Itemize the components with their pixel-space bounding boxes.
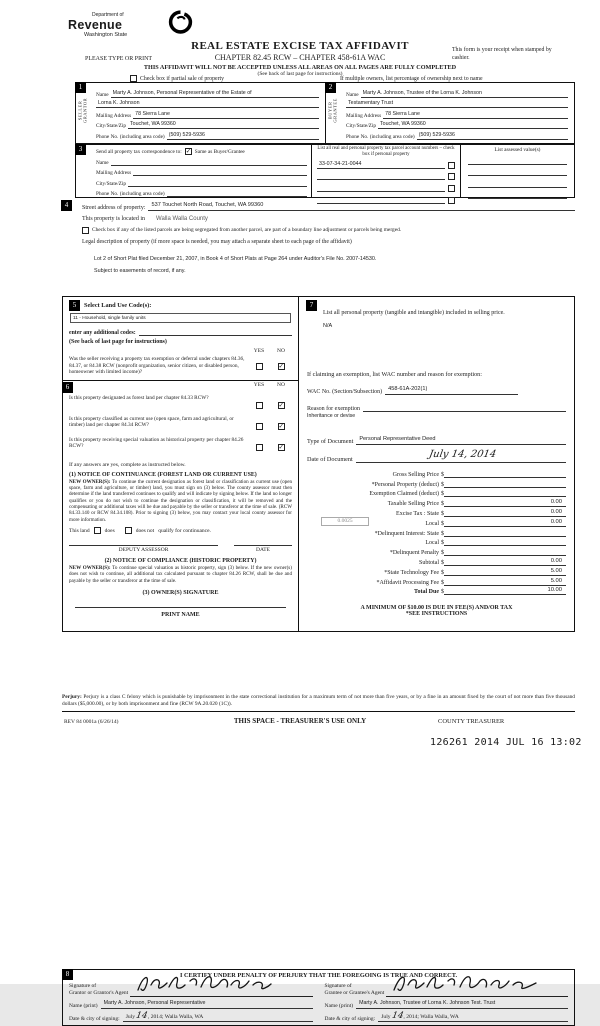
dollar-sign: $ xyxy=(441,569,444,576)
personal-property-checkbox-2[interactable] xyxy=(448,173,455,180)
section-4-badge: 4 xyxy=(61,200,72,211)
grantee-signature-block xyxy=(325,980,569,1022)
located-label: This property is located in xyxy=(82,216,145,222)
historic-no-checkbox[interactable]: ✓ xyxy=(278,443,284,451)
field-label: City/State/Zip xyxy=(96,180,127,187)
notice-compliance-title: (2) NOTICE OF COMPLIANCE (HISTORIC PROPERTY) xyxy=(104,558,257,565)
corr-name-row xyxy=(96,157,307,166)
legal-description-line1[interactable]: Lot 2 of Short Plat filed December 21, 2007, in Book 4 of Short Plats at Page 264 under Auditor's File No. 2007-14530. xyxy=(94,256,377,262)
field-label: Phone No. (including area code) xyxy=(96,133,165,140)
historic-yes-checkbox[interactable] xyxy=(256,444,263,451)
buyer-phone-row xyxy=(346,131,568,140)
parcel-row-2 xyxy=(317,171,455,180)
reason-row xyxy=(307,402,566,412)
current-use-no-checkbox[interactable]: ✓ xyxy=(278,422,284,430)
sig-of-label: Signature of xyxy=(69,983,97,990)
money-label: Local xyxy=(425,540,439,547)
land-use-code-input[interactable]: 11 - Household, single family units xyxy=(70,313,291,323)
delinq-penalty-input[interactable] xyxy=(444,547,566,556)
dollar-sign: $ xyxy=(441,559,444,566)
owners-signature-line[interactable] xyxy=(75,596,286,608)
seller-side-line1: SELLER xyxy=(77,100,83,121)
money-label: *Affidavit Processing Fee xyxy=(376,579,439,586)
corr-phone-row xyxy=(96,188,307,197)
reason-label: Reason for exemption xyxy=(307,406,360,412)
grantee-date-day-handwriting: 14 xyxy=(391,1011,405,1021)
qualify-lead: This land xyxy=(69,527,90,534)
name-print-label: Name (print) xyxy=(324,1003,354,1009)
certify-statement: I CERTIFY UNDER PENALTY OF PERJURY THAT THE FOREGOING IS TRUE AND CORRECT. xyxy=(179,972,458,979)
deputy-assessor-line[interactable]: DEPUTY ASSESSOR xyxy=(69,545,218,553)
same-as-buyer-checkbox[interactable]: ✓ xyxy=(185,148,192,155)
money-label: Local xyxy=(425,520,439,527)
form-rev-number: REV 84 0001a (6/26/14) xyxy=(64,719,119,725)
assessed-row-1 xyxy=(468,156,567,165)
buyer-city-input[interactable]: Touchet, WA 99360 xyxy=(378,120,568,129)
form-title: REAL ESTATE EXCISE TAX AFFIDAVIT xyxy=(191,40,409,52)
perjury-lead: Perjury: xyxy=(62,694,82,700)
delinq-interest-state-input[interactable] xyxy=(444,528,566,537)
seller-name-input-2[interactable]: Lorna K. Johnson xyxy=(96,99,319,108)
delinq-penalty-row xyxy=(307,546,566,556)
dollar-sign: $ xyxy=(441,520,444,527)
correspondence-col xyxy=(76,145,311,197)
section-5-header xyxy=(69,300,292,311)
located-row xyxy=(82,216,575,222)
grantor-signature xyxy=(134,973,274,1000)
grantee-signature xyxy=(390,973,540,1000)
assessed-input-1[interactable] xyxy=(468,156,567,165)
corr-name-input[interactable] xyxy=(111,157,307,166)
date-city-label: Date & city of signing: xyxy=(69,1016,120,1022)
personal-prop-input[interactable] xyxy=(444,479,566,488)
does-label: does xyxy=(104,527,115,534)
partial-sale-row xyxy=(130,75,224,82)
please-type-label: PLEASE TYPE OR PRINT xyxy=(85,56,153,62)
buyer-name-row xyxy=(346,89,568,98)
exemption-claimed-input[interactable] xyxy=(444,488,566,497)
multiple-owners-note: If multiple owners, list percentage of ownership next to name xyxy=(340,76,483,82)
money-label: Excise Tax : State xyxy=(396,510,439,517)
taxable-price-row xyxy=(307,497,566,507)
legal-description-label: Legal description of property (if more space is needed, you may attach a separate sheet to each page of the affidavit) xyxy=(82,239,352,245)
grantor-date-row xyxy=(69,1011,313,1022)
deputy-assessor-row xyxy=(69,545,292,553)
does-not-label: does not xyxy=(135,527,155,534)
buyer-section xyxy=(325,83,574,143)
seller-phone-input[interactable]: (509) 529-5936 xyxy=(167,131,319,140)
taxable-price-input[interactable]: 0.00 xyxy=(444,498,566,507)
dollar-sign: $ xyxy=(441,510,444,517)
money-label: *Delinquent Penalty xyxy=(389,550,439,557)
dollar-sign: $ xyxy=(441,550,444,557)
current-use-yes-checkbox[interactable] xyxy=(256,423,263,430)
corr-city-input[interactable] xyxy=(128,178,307,187)
doc-date-label: Date of Document xyxy=(307,456,353,463)
additional-codes-input[interactable] xyxy=(139,326,292,336)
buyer-side-line1: BUYER xyxy=(327,101,333,120)
section-7-badge: 7 xyxy=(306,300,317,311)
corr-address-input[interactable] xyxy=(133,167,307,176)
personal-property-value[interactable]: N/A xyxy=(323,323,333,329)
field-label: Name xyxy=(96,159,109,166)
field-label: City/State/Zip xyxy=(346,123,377,130)
gross-price-input[interactable] xyxy=(444,469,566,478)
doc-type-input[interactable]: Personal Representative Deed xyxy=(356,435,566,445)
delinq-interest-state-row xyxy=(307,527,566,537)
grantor-sig-labels xyxy=(69,983,130,997)
grantee-date-row xyxy=(325,1011,569,1022)
county-value[interactable]: Walla Walla County xyxy=(156,216,208,222)
additional-codes-label: enter any additional codes: xyxy=(69,330,136,336)
grantee-date-input[interactable] xyxy=(378,1011,568,1022)
segregated-checkbox[interactable] xyxy=(82,227,89,234)
see-instructions-note: *SEE INSTRUCTIONS xyxy=(405,611,468,618)
buyer-address-input[interactable]: 78 Sierra Lane xyxy=(383,110,568,119)
parcel-input-1[interactable]: 33-07-34-21-0044 xyxy=(317,160,445,169)
seller-city-row xyxy=(96,120,319,129)
local-rate-box: 0.0025 xyxy=(321,517,369,526)
grantor-signature-block xyxy=(69,980,313,1022)
doc-type-row xyxy=(307,435,566,445)
forest-land-row xyxy=(69,395,292,414)
street-address-row xyxy=(62,201,575,211)
does-not-checkbox[interactable] xyxy=(125,527,132,534)
seller-phone-row xyxy=(96,131,319,140)
does-checkbox[interactable] xyxy=(94,527,101,534)
excise-local-input[interactable]: 0.00 xyxy=(444,518,566,527)
seller-name-row xyxy=(96,89,319,98)
county-treasurer-label: COUNTY TREASURER xyxy=(438,718,505,725)
grantee-name-row xyxy=(325,999,569,1009)
parcel-row-1 xyxy=(317,160,455,169)
reason-value[interactable]: Inheritance or devise xyxy=(307,413,356,419)
yes-header: YES xyxy=(253,381,265,388)
processing-fee-input[interactable]: 5.00 xyxy=(444,577,566,586)
buyer-name-row2 xyxy=(346,99,568,108)
section-6-badge: 6 xyxy=(62,382,73,393)
field-label: Phone No. (including area code) xyxy=(96,191,165,198)
street-address-label: Street address of property: xyxy=(82,205,146,211)
dollar-sign: $ xyxy=(441,481,444,488)
personal-prop-row xyxy=(307,478,566,488)
property-section xyxy=(62,201,575,274)
current-use-row xyxy=(69,416,292,435)
grantee-name-input[interactable]: Marty A. Johnson, Trustee of Lorna K. Johnson Test. Trust xyxy=(356,999,568,1009)
street-address-input[interactable]: 537 Touchet North Road, Touchet, WA 99360 xyxy=(148,201,575,211)
dollar-sign: $ xyxy=(441,530,444,537)
section-1-badge: 1 xyxy=(75,82,86,93)
legal-description-line2[interactable]: Subject to easements of record, if any. xyxy=(94,268,186,274)
wac-input[interactable]: 458-61A-202(1) xyxy=(385,385,518,395)
receipt-note: This form is your receipt when stamped by cashier. xyxy=(452,47,552,61)
grantor-name-input[interactable]: Marty A. Johnson, Personal Representative xyxy=(101,999,313,1009)
section-6-header xyxy=(65,381,292,393)
field-label: Mailing Address xyxy=(96,112,132,119)
personal-property-title: List all personal property (tangible and intangible) included in selling price. xyxy=(323,310,505,316)
buyer-city-row xyxy=(346,120,568,129)
seller-address-input[interactable]: 78 Sierra Lane xyxy=(133,110,319,119)
reason-input[interactable] xyxy=(363,402,566,412)
current-use-question: Is this property classified as current use (open space, farm and agricultural, or timber) land per chapter 84.34 RCW? xyxy=(69,415,234,429)
yes-header: YES xyxy=(253,348,265,354)
doc-date-row xyxy=(307,448,566,463)
see-back-note: (See back of last page for instructions) xyxy=(69,339,167,345)
minimum-note: A MINIMUM OF $10.00 IS DUE IN FEE(S) AND/OR TAX xyxy=(360,605,513,612)
assessed-row-3 xyxy=(468,179,567,188)
dollar-sign: $ xyxy=(441,471,444,478)
no-header: NO xyxy=(277,348,285,354)
dollar-sign: $ xyxy=(441,579,444,586)
qualify-row xyxy=(69,527,292,534)
correspondence-box xyxy=(75,144,575,198)
forest-land-question: Is this property designated as forest land per chapter 84.33 RCW? xyxy=(69,394,209,401)
dollar-sign: $ xyxy=(441,501,444,508)
buyer-phone-input[interactable]: (509) 529-5936 xyxy=(417,131,568,140)
new-owners-lead: NEW OWNER(S): xyxy=(69,478,111,485)
form-title-block xyxy=(125,40,475,77)
personal-property-checkbox-3[interactable] xyxy=(448,185,455,192)
exemption-header: If claiming an exemption, list WAC number and reason for exemption: xyxy=(307,371,482,378)
same-as-buyer-label: Same as Buyer/Grantee xyxy=(194,148,245,155)
gross-price-row xyxy=(307,468,566,478)
assessed-input-4[interactable] xyxy=(468,190,567,199)
grantee-sig-row xyxy=(325,980,569,997)
excise-local-row xyxy=(307,517,566,527)
no-header: NO xyxy=(277,381,285,388)
historic-row xyxy=(69,437,292,456)
buyer-name-input[interactable]: Marty A. Johnson, Trustee of the Lorna K. Johnson xyxy=(361,89,568,98)
seller-side-line2: GRANTOR xyxy=(83,97,88,123)
assessed-header: List assessed value(s) xyxy=(494,147,541,153)
doc-date-input[interactable] xyxy=(356,448,566,463)
seller-city-input[interactable]: Touchet, WA 99360 xyxy=(128,120,319,129)
tech-fee-input[interactable]: 5.00 xyxy=(444,567,566,576)
seller-side-label xyxy=(78,83,89,137)
treasurer-space-label: THIS SPACE - TREASURER'S USE ONLY xyxy=(233,717,367,725)
assessed-input-2[interactable] xyxy=(468,167,567,176)
correspondence-header xyxy=(96,148,307,155)
grantee-sig-labels xyxy=(325,983,387,997)
notice-compliance-text: To continue special valuation as historic property, sign (3) below. If the new owner(s) does not wish to continue, all additional tax calculated pursuant to chapter 84.26 RCW, shall be due and payable by the seller or transferor at the time of sale. xyxy=(69,565,292,584)
section-5-badge: 5 xyxy=(69,300,80,311)
section-3-badge: 3 xyxy=(75,144,86,155)
field-label: Phone No. (including area code) xyxy=(346,133,415,140)
revenue-swirl-icon xyxy=(167,9,194,39)
perjury-note xyxy=(62,694,575,712)
money-label: *State Technology Fee xyxy=(384,569,439,576)
total-due-row xyxy=(307,586,566,596)
subtotal-input[interactable]: 0.00 xyxy=(444,557,566,566)
corr-city-row xyxy=(96,178,307,187)
party-box xyxy=(75,82,575,144)
if-yes-note: If any answers are yes, complete as instructed below. xyxy=(69,461,186,468)
grantor-date-day-handwriting: 14 xyxy=(135,1011,149,1021)
money-label: Exemption Claimed (deduct) xyxy=(369,491,439,498)
dollar-sign: $ xyxy=(441,491,444,498)
date-post: , 2014; Walla Walla, WA xyxy=(147,1014,204,1020)
tech-fee-row xyxy=(307,566,566,576)
certification-section xyxy=(62,969,575,1026)
logo-wa-state: Washington State xyxy=(84,32,128,38)
s5-yes-checkbox[interactable] xyxy=(256,363,263,370)
notice-continuance-text: To continue the current designation as forest land or classification as current use (open space, farm and agriculture, or timber) land, you must sign on (3) below. The county assessor must then determine if the land transferred continues to qualify and will indicate by signing below. If the land no longer qualifies or you do not wish to continue the designation or classification, it will be removed and the compensating or additional taxes will be due and payable by the seller or transferor at the time of sale. (RCW 84.33.140 or RCW 84.34.108). Prior to signing (3) below, you may contact your local county assessor for more information. xyxy=(69,478,293,523)
tax-column xyxy=(299,296,575,632)
segregated-row xyxy=(82,227,575,234)
assessed-input-3[interactable] xyxy=(468,179,567,188)
deputy-date-line[interactable]: DATE xyxy=(234,545,292,553)
parcel-input-2[interactable] xyxy=(317,171,445,180)
buyer-name-input-2[interactable]: Testamentary Trust xyxy=(346,99,568,108)
seller-name-row2 xyxy=(96,99,319,108)
sig-of-label: Signature of xyxy=(324,983,352,990)
send-correspondence-label: Send all property tax correspondence to: xyxy=(96,148,182,155)
money-table xyxy=(307,468,566,595)
field-label: Name xyxy=(96,91,109,98)
historic-question: Is this property receiving special valuation as historical property per chapter 84.26 RCW? xyxy=(69,436,244,450)
money-label: *Personal Property (deduct) xyxy=(371,481,439,488)
additional-codes-row xyxy=(69,326,292,336)
notice-continuance-body xyxy=(69,479,292,523)
s5-no-checkbox[interactable]: ✓ xyxy=(278,362,284,370)
grantor-date-input[interactable] xyxy=(123,1011,313,1022)
section-8-badge: 8 xyxy=(62,969,73,980)
doc-date-handwriting: July 14, 2014 xyxy=(427,449,497,460)
field-label: Name xyxy=(346,91,359,98)
money-label: Gross Selling Price xyxy=(392,471,439,478)
buyer-side-label xyxy=(328,83,339,137)
subtotal-row xyxy=(307,556,566,566)
exemption-question-row xyxy=(69,356,292,376)
land-use-title: Select Land Use Code(s): xyxy=(84,302,152,309)
s6-yesno-header xyxy=(69,382,292,388)
excise-state-row xyxy=(307,507,566,517)
exemption-question: Was the seller receiving a property tax exemption or deferral under chapters 84.36, 84.37, or 84.38 RCW (nonprofit organization, senior citizen, or disabled person, homeowner with limited income)? xyxy=(69,356,245,376)
land-use-column xyxy=(62,296,299,632)
assessed-row-2 xyxy=(468,167,567,176)
money-label: Subtotal xyxy=(418,559,439,566)
dollar-sign: $ xyxy=(441,540,444,547)
name-print-label: Name (print) xyxy=(69,1003,98,1009)
new-owners-lead-2: NEW OWNER(S): xyxy=(69,565,111,572)
personal-property-checkbox-1[interactable] xyxy=(448,162,455,169)
notice-continuance-title: (1) NOTICE OF CONTINUANCE (FOREST LAND OR CURRENT USE) xyxy=(69,471,257,478)
notice-compliance-body xyxy=(69,565,292,584)
date-pre: July xyxy=(381,1014,391,1020)
grantee-agent-label: Grantee or Grantee's Agent xyxy=(324,990,385,997)
field-label: Mailing Address xyxy=(96,170,132,177)
excise-state-input[interactable]: 0.00 xyxy=(444,508,566,517)
section-2-badge: 2 xyxy=(325,82,336,93)
processing-fee-row xyxy=(307,576,566,586)
forest-yes-checkbox[interactable] xyxy=(256,402,263,409)
money-label: Taxable Selling Price xyxy=(387,501,439,508)
seller-section xyxy=(76,83,325,143)
seller-name-input[interactable]: Marty A. Johnson, Personal Representative of the Estate of xyxy=(111,89,319,98)
grantee-signature-field[interactable] xyxy=(386,980,568,997)
assessed-row-4 xyxy=(468,190,567,199)
owners-signature-caption: (3) OWNER(S) SIGNATURE xyxy=(142,589,219,596)
perjury-text: Perjury is a class C felony which is punishable by imprisonment in the state correctional institution for a maximum term of not more than five years, or by a fine in an amount fixed by the court of not more than five thousand dollars ($5,000.00), or by both imprisonment and fine (RCW 9A.20.020 (1C)). xyxy=(62,694,575,708)
parcel-input-3[interactable] xyxy=(317,183,445,192)
grantor-signature-field[interactable] xyxy=(130,980,312,997)
date-city-label: Date & city of signing: xyxy=(324,1016,376,1022)
logo-dept-of: Department of xyxy=(92,12,124,18)
date-post: , 2014; Walla Walla, WA xyxy=(403,1014,459,1020)
partial-sale-checkbox[interactable] xyxy=(130,75,137,82)
instructions-note: (See back of last page for instructions) xyxy=(257,71,343,77)
parcel-header: List all real and personal property tax parcel account numbers – check box if personal property xyxy=(317,146,455,157)
qualify-tail: qualify for continuance. xyxy=(158,527,211,534)
seller-address-row xyxy=(96,110,319,119)
parcel-col xyxy=(311,145,461,197)
assessed-col xyxy=(461,145,574,197)
buyer-side-line2: GRANTEE xyxy=(333,98,338,123)
form-warning: THIS AFFIDAVIT WILL NOT BE ACCEPTED UNLESS ALL AREAS ON ALL PAGES ARE FULLY COMPLETED xyxy=(143,64,457,71)
wac-row xyxy=(307,385,566,395)
delinq-interest-local-row xyxy=(307,537,566,547)
logo-revenue: Revenue xyxy=(68,18,123,32)
section-7-header xyxy=(307,301,566,319)
delinq-interest-local-input[interactable] xyxy=(444,537,566,546)
parcel-row-3 xyxy=(317,183,455,192)
s5-yesno-header xyxy=(69,348,292,354)
dollar-sign: $ xyxy=(441,589,444,596)
form-subtitle: CHAPTER 82.45 RCW – CHAPTER 458-61A WAC xyxy=(214,53,386,62)
grantor-sig-row xyxy=(69,980,313,997)
money-label: *Delinquent Interest: State xyxy=(374,530,439,537)
forest-no-checkbox[interactable]: ✓ xyxy=(278,401,284,409)
print-name-caption: PRINT NAME xyxy=(161,611,200,618)
date-pre: July xyxy=(125,1014,136,1020)
money-label: Total Due xyxy=(414,589,439,596)
segregated-label: Check box if any of the listed parcels are being segregated from another parcel, are part of a boundary line adjustment or parcels being merged. xyxy=(92,227,402,233)
corr-address-row xyxy=(96,167,307,176)
total-due-input[interactable]: 10.00 xyxy=(444,586,566,595)
grantor-agent-label: Grantor or Grantor's Agent xyxy=(69,990,129,997)
dor-logo xyxy=(68,12,164,38)
treasurer-stamp: 126261 2014 JUL 16 13:02 xyxy=(430,737,582,748)
partial-sale-label: Check box if partial sale of property xyxy=(140,75,225,82)
grantor-name-row xyxy=(69,999,313,1009)
doc-type-label: Type of Document xyxy=(307,438,354,445)
field-label: Mailing Address xyxy=(346,112,382,119)
field-label: City/State/Zip xyxy=(96,123,127,130)
buyer-address-row xyxy=(346,110,568,119)
wac-label: WAC No. (Section/Subsection) xyxy=(307,389,383,395)
exemption-claimed-row xyxy=(307,488,566,498)
corr-phone-input[interactable] xyxy=(167,188,307,197)
